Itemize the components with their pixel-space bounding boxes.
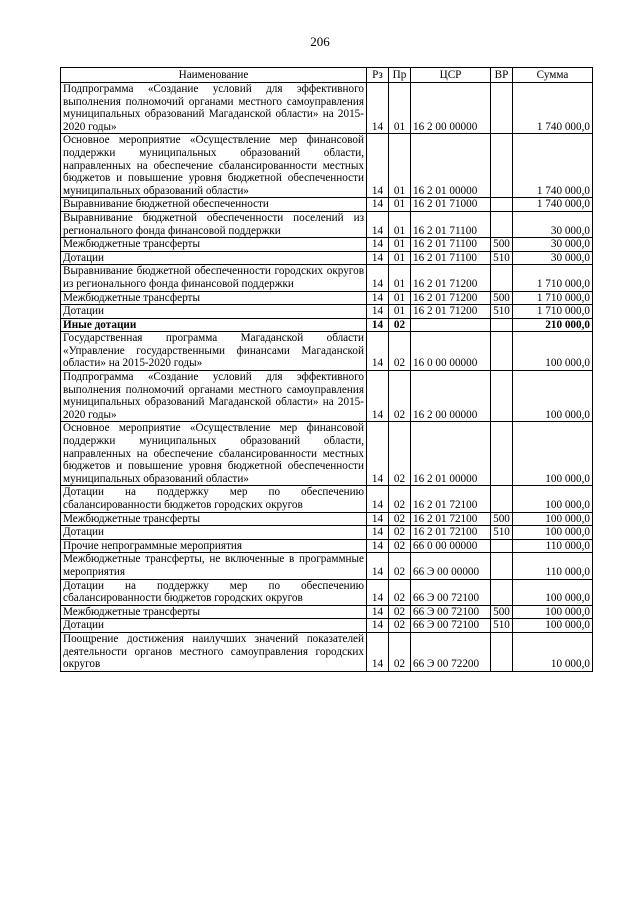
cell-rz: 14 — [367, 291, 389, 305]
cell-vr — [491, 83, 513, 134]
cell-sum: 30 000,0 — [513, 251, 593, 265]
cell-vr — [491, 211, 513, 237]
table-row — [61, 526, 593, 540]
cell-csr: 66 Э 00 72100 — [411, 579, 491, 605]
table-row — [61, 579, 593, 605]
cell-pr: 01 — [389, 305, 411, 319]
table-row — [61, 539, 593, 553]
cell-rz: 14 — [367, 486, 389, 512]
table-row — [61, 371, 593, 422]
table-row — [61, 238, 593, 252]
cell-vr — [491, 553, 513, 579]
header-name: Наименование — [61, 68, 367, 83]
cell-vr: 500 — [491, 291, 513, 305]
table-row — [61, 134, 593, 198]
cell-rz: 14 — [367, 134, 389, 198]
cell-name: Основное мероприятие «Осуществление мер финансовой поддержки муниципальных образований области, направленных на обеспечение сбалансированности местных бюджетов и повышение уровня бюджетной обеспеченности муниципальных образований области» — [61, 134, 367, 198]
cell-csr — [411, 318, 491, 332]
cell-csr: 16 2 01 72100 — [411, 526, 491, 540]
cell-csr: 16 2 01 71100 — [411, 211, 491, 237]
cell-rz: 14 — [367, 632, 389, 671]
cell-vr — [491, 265, 513, 291]
cell-sum: 1 740 000,0 — [513, 83, 593, 134]
cell-csr: 16 2 01 72100 — [411, 486, 491, 512]
table-row — [61, 83, 593, 134]
cell-rz: 14 — [367, 211, 389, 237]
page-number: 206 — [310, 34, 330, 49]
cell-vr — [491, 371, 513, 422]
cell-pr: 02 — [389, 619, 411, 633]
header-vr: ВР — [491, 68, 513, 83]
cell-name: Дотации — [61, 619, 367, 633]
cell-sum: 10 000,0 — [513, 632, 593, 671]
cell-name: Иные дотации — [61, 318, 367, 332]
cell-pr: 01 — [389, 251, 411, 265]
cell-name: Прочие непрограммные мероприятия — [61, 539, 367, 553]
cell-sum: 1 710 000,0 — [513, 265, 593, 291]
cell-vr — [491, 486, 513, 512]
cell-sum: 100 000,0 — [513, 619, 593, 633]
cell-name: Межбюджетные трансферты — [61, 291, 367, 305]
table-row — [61, 619, 593, 633]
cell-rz: 14 — [367, 305, 389, 319]
cell-csr: 66 Э 00 72200 — [411, 632, 491, 671]
table-row — [61, 291, 593, 305]
cell-sum: 1 740 000,0 — [513, 198, 593, 212]
cell-csr: 66 Э 00 72100 — [411, 605, 491, 619]
cell-vr — [491, 632, 513, 671]
table-row — [61, 211, 593, 237]
header-rz: Рз — [367, 68, 389, 83]
table-row — [61, 512, 593, 526]
cell-csr: 66 Э 00 00000 — [411, 553, 491, 579]
cell-sum: 1 710 000,0 — [513, 291, 593, 305]
cell-rz: 14 — [367, 83, 389, 134]
cell-rz: 14 — [367, 512, 389, 526]
cell-csr: 16 2 01 71000 — [411, 198, 491, 212]
cell-rz: 14 — [367, 539, 389, 553]
cell-csr: 16 2 01 71200 — [411, 305, 491, 319]
cell-sum: 110 000,0 — [513, 539, 593, 553]
table-row — [61, 305, 593, 319]
cell-pr: 02 — [389, 332, 411, 371]
table-row — [61, 318, 593, 332]
cell-sum: 100 000,0 — [513, 605, 593, 619]
cell-pr: 02 — [389, 539, 411, 553]
cell-vr — [491, 422, 513, 486]
cell-csr: 16 2 01 00000 — [411, 422, 491, 486]
cell-csr: 66 Э 00 72100 — [411, 619, 491, 633]
cell-vr: 510 — [491, 305, 513, 319]
cell-vr — [491, 318, 513, 332]
cell-pr: 02 — [389, 605, 411, 619]
cell-name: Дотации — [61, 305, 367, 319]
cell-rz: 14 — [367, 238, 389, 252]
cell-pr: 01 — [389, 265, 411, 291]
cell-vr — [491, 539, 513, 553]
cell-sum: 30 000,0 — [513, 211, 593, 237]
cell-name: Межбюджетные трансферты, не включенные в программные мероприятия — [61, 553, 367, 579]
table-row — [61, 422, 593, 486]
cell-sum: 100 000,0 — [513, 486, 593, 512]
cell-rz: 14 — [367, 251, 389, 265]
cell-sum: 100 000,0 — [513, 422, 593, 486]
header-sum: Сумма — [513, 68, 593, 83]
cell-vr: 500 — [491, 512, 513, 526]
cell-name: Основное мероприятие «Осуществление мер финансовой поддержки муниципальных образований области, направленных на обеспечение сбалансированности местных бюджетов и повышение уровня бюджетной обеспеченности муниципальных образований области» — [61, 422, 367, 486]
cell-sum: 100 000,0 — [513, 371, 593, 422]
cell-rz: 14 — [367, 422, 389, 486]
table-row — [61, 632, 593, 671]
cell-csr: 16 2 01 00000 — [411, 134, 491, 198]
table-header-row — [61, 68, 593, 83]
cell-vr — [491, 198, 513, 212]
cell-rz: 14 — [367, 265, 389, 291]
cell-sum: 100 000,0 — [513, 579, 593, 605]
cell-pr: 01 — [389, 211, 411, 237]
cell-csr: 16 2 01 71200 — [411, 265, 491, 291]
cell-vr — [491, 579, 513, 605]
cell-pr: 01 — [389, 238, 411, 252]
cell-rz: 14 — [367, 371, 389, 422]
cell-pr: 01 — [389, 134, 411, 198]
cell-name: Выравнивание бюджетной обеспеченности поселений из регионального фонда финансовой поддержки — [61, 211, 367, 237]
cell-sum: 1 740 000,0 — [513, 134, 593, 198]
table-row — [61, 486, 593, 512]
cell-vr — [491, 134, 513, 198]
cell-sum: 30 000,0 — [513, 238, 593, 252]
cell-name: Государственная программа Магаданской области «Управление государственными финансами Магаданской области» на 2015-2020 годы» — [61, 332, 367, 371]
table-row — [61, 198, 593, 212]
cell-rz: 14 — [367, 619, 389, 633]
cell-name: Подпрограмма «Создание условий для эффективного выполнения полномочий органами местного самоуправления муниципальных образований Магаданской области» на 2015-2020 годы» — [61, 371, 367, 422]
cell-vr: 500 — [491, 238, 513, 252]
cell-name: Дотации — [61, 526, 367, 540]
cell-sum: 100 000,0 — [513, 512, 593, 526]
cell-name: Выравнивание бюджетной обеспеченности — [61, 198, 367, 212]
cell-rz: 14 — [367, 526, 389, 540]
cell-csr: 16 0 00 00000 — [411, 332, 491, 371]
cell-sum: 1 710 000,0 — [513, 305, 593, 319]
cell-vr: 500 — [491, 605, 513, 619]
header-csr: ЦСР — [411, 68, 491, 83]
cell-pr: 02 — [389, 422, 411, 486]
cell-name: Дотации — [61, 251, 367, 265]
cell-pr: 01 — [389, 83, 411, 134]
header-pr: Пр — [389, 68, 411, 83]
cell-csr: 16 2 00 00000 — [411, 371, 491, 422]
cell-name: Межбюджетные трансферты — [61, 238, 367, 252]
cell-pr: 02 — [389, 632, 411, 671]
cell-name: Дотации на поддержку мер по обеспечению сбалансированности бюджетов городских округов — [61, 579, 367, 605]
table-row — [61, 332, 593, 371]
cell-rz: 14 — [367, 318, 389, 332]
cell-rz: 14 — [367, 579, 389, 605]
cell-vr: 510 — [491, 619, 513, 633]
cell-pr: 02 — [389, 371, 411, 422]
table-row — [61, 553, 593, 579]
cell-pr: 02 — [389, 512, 411, 526]
cell-name: Дотации на поддержку мер по обеспечению сбалансированности бюджетов городских округов — [61, 486, 367, 512]
cell-pr: 01 — [389, 198, 411, 212]
cell-csr: 16 2 01 71100 — [411, 251, 491, 265]
cell-pr: 02 — [389, 526, 411, 540]
cell-csr: 16 2 01 71200 — [411, 291, 491, 305]
cell-sum: 210 000,0 — [513, 318, 593, 332]
cell-csr: 16 2 01 71100 — [411, 238, 491, 252]
budget-table — [60, 67, 593, 672]
cell-vr — [491, 332, 513, 371]
cell-sum: 110 000,0 — [513, 553, 593, 579]
cell-csr: 66 0 00 00000 — [411, 539, 491, 553]
cell-name: Выравнивание бюджетной обеспеченности городских округов из регионального фонда финансовой поддержки — [61, 265, 367, 291]
cell-pr: 02 — [389, 486, 411, 512]
table-row — [61, 605, 593, 619]
table-row — [61, 265, 593, 291]
cell-pr: 02 — [389, 553, 411, 579]
cell-pr: 02 — [389, 318, 411, 332]
cell-name: Межбюджетные трансферты — [61, 512, 367, 526]
cell-csr: 16 2 01 72100 — [411, 512, 491, 526]
cell-vr: 510 — [491, 526, 513, 540]
cell-pr: 01 — [389, 291, 411, 305]
cell-rz: 14 — [367, 198, 389, 212]
cell-name: Поощрение достижения наилучших значений показателей деятельности органов местного самоуправления городских округов — [61, 632, 367, 671]
cell-vr: 510 — [491, 251, 513, 265]
cell-name: Межбюджетные трансферты — [61, 605, 367, 619]
table-row — [61, 251, 593, 265]
cell-rz: 14 — [367, 553, 389, 579]
cell-csr: 16 2 00 00000 — [411, 83, 491, 134]
cell-rz: 14 — [367, 605, 389, 619]
cell-rz: 14 — [367, 332, 389, 371]
cell-pr: 02 — [389, 579, 411, 605]
cell-sum: 100 000,0 — [513, 332, 593, 371]
cell-sum: 100 000,0 — [513, 526, 593, 540]
cell-name: Подпрограмма «Создание условий для эффективного выполнения полномочий органами местного самоуправления муниципальных образований Магаданской области» на 2015-2020 годы» — [61, 83, 367, 134]
